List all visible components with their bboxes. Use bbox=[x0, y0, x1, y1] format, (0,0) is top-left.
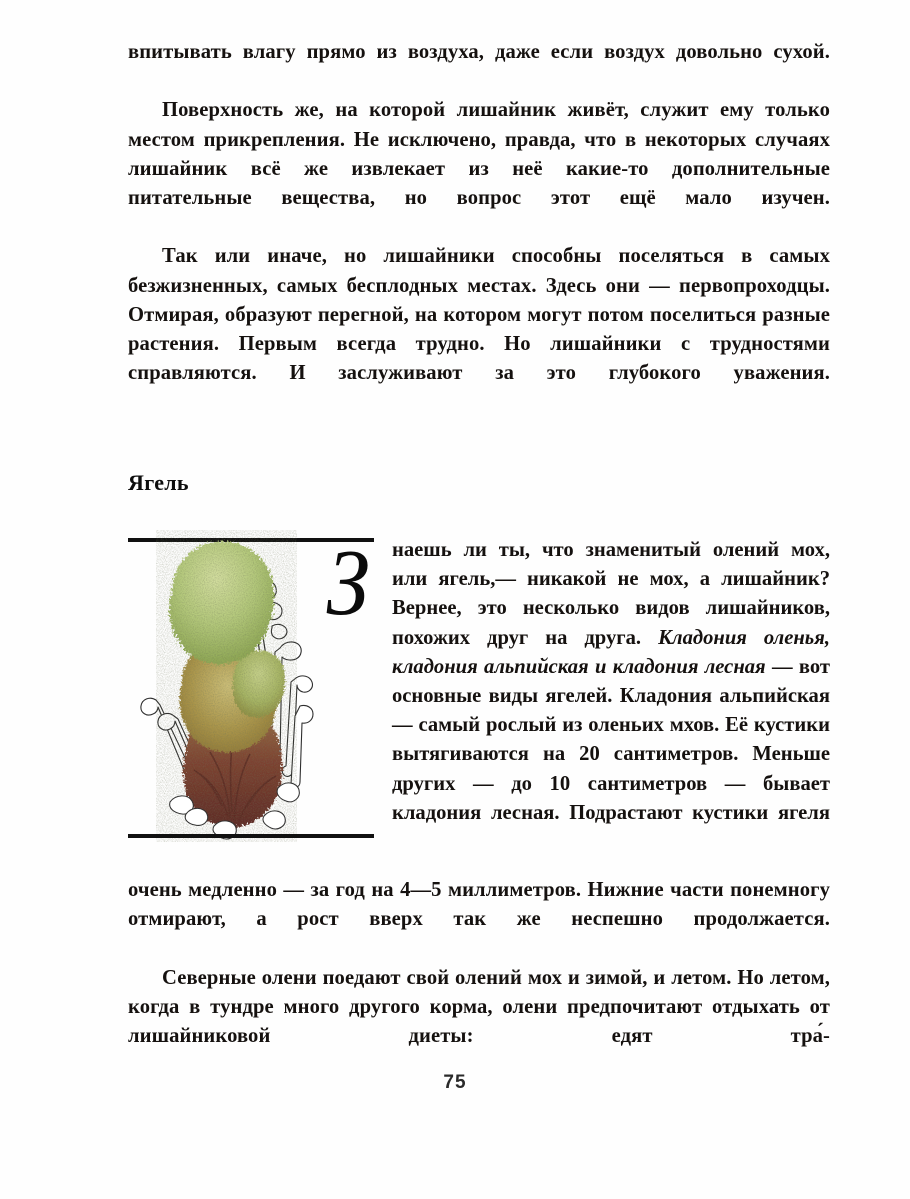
wrapped-paragraph bbox=[392, 536, 830, 857]
lichen-texture bbox=[168, 540, 285, 833]
bottom-text-block bbox=[128, 876, 830, 1080]
reindeer-lichen-illustration bbox=[130, 530, 342, 842]
paragraph-3: Так или иначе, но лишайники способны поселяться в самых безжизненных, самых бесплодных местах. Здесь они — первопроходцы. Отмирая, образуют перегной, на котором могут потом поселиться разные растения. Первым всегда трудно. Но лишайники с трудностями справляются. И заслуживают за это глубокого уважения. bbox=[128, 245, 830, 385]
drop-cap-letter: З bbox=[326, 531, 370, 635]
wrapped-run-1: наешь ли ты, что знаменитый олений мох, или ягель,— никакой не мох, а лишайник? Вернее, это несколько видов лишайников, похожих друг на друга. bbox=[392, 539, 830, 649]
section-heading: Ягель bbox=[128, 470, 189, 495]
paragraph-5: Северные олени поедают свой олений мох и зимой, и летом. Но летом, когда в тундре много другого корма, олени предпочитают отдыхать от лишайниковой диеты: едят тра́- bbox=[128, 966, 830, 1048]
wrapped-text-column bbox=[392, 536, 830, 857]
figure-rule-bottom bbox=[128, 834, 374, 838]
paragraph-1: впитывать влагу прямо из воздуха, даже если воздух довольно сухой. bbox=[128, 41, 830, 63]
paragraph-2: Поверхность же, на которой лишайник живёт, служит ему только местом прикрепления. Не исключено, правда, что в некоторых случаях лишайник всё же извлекает из неё какие-то дополнительные питательные вещества, но вопрос этот ещё мало изучен. bbox=[128, 99, 830, 210]
wrapped-run-italic: Кладония оленья, кладония альпийская и кладония лесная bbox=[392, 626, 830, 678]
wrapped-run-2: — вот основные виды ягелей. Кладония альпийская — самый рослый из оленьих мхов. Её кустики вытягиваются на 20 сантиметров. Меньше других — до 10 сантиметров — бывает кладония лесная. Подрастают кустики ягеля bbox=[392, 655, 830, 824]
paragraph-4: очень медленно — за год на 4—5 миллиметров. Нижние части понемногу отмирают, а рост вверх так же неспешно продолжается. bbox=[128, 879, 830, 931]
top-text-block bbox=[128, 38, 830, 418]
page-number: 75 bbox=[443, 1072, 467, 1093]
